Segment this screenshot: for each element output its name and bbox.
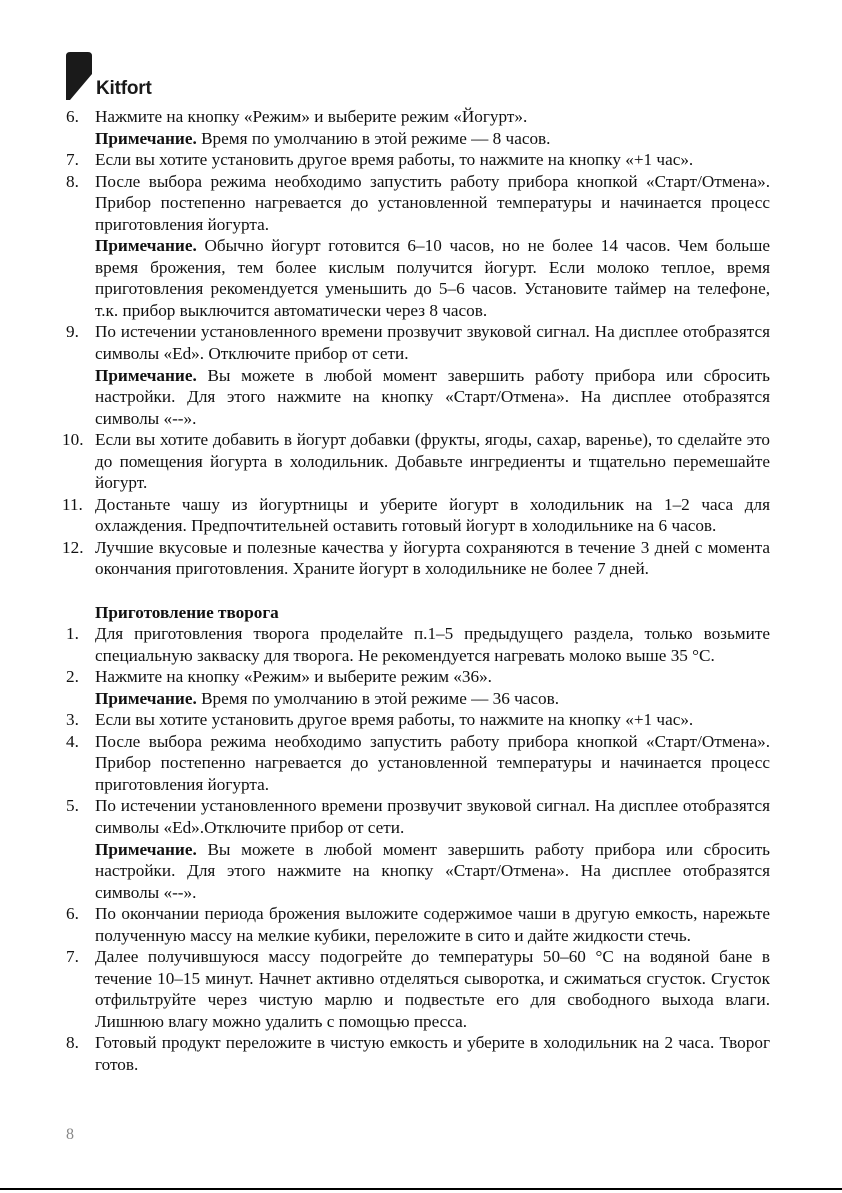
list-item (66, 946, 770, 1032)
item-note (95, 688, 770, 710)
item-body (95, 946, 770, 1032)
item-text: Для приготовления творога проделайте п.1–5 предыдущего раздела, только возьмите специальную закваску для творога. Не рекомендуется нагревать молоко выше 35 °С. (95, 624, 770, 665)
item-text: После выбора режима необходимо запустить работу прибора кнопкой «Старт/Отмена». Прибор постепенно нагревается до установленной температуры и начинается процесс приготовления йогурта. (95, 171, 770, 234)
item-number: 7. (66, 947, 79, 967)
curd-steps-list (66, 623, 770, 1075)
item-number: 4. (66, 731, 79, 751)
item-text: После выбора режима необходимо запустить работу прибора кнопкой «Старт/Отмена». Прибор постепенно нагревается до установленной температуры и начинается процесс приготовления йогурта. (95, 731, 770, 794)
item-note (95, 235, 770, 321)
item-body (95, 537, 770, 580)
item-body (95, 429, 770, 494)
item-text: Если вы хотите установить другое время работы, то нажмите на кнопку «+1 час». (95, 150, 694, 170)
item-text: По истечении установленного времени прозвучит звуковой сигнал. На дисплее отобразятся символы «Ed». Отключите прибор от сети. (95, 322, 770, 364)
list-item (66, 106, 770, 149)
item-note (95, 839, 770, 904)
list-item (66, 731, 770, 796)
list-item (66, 171, 770, 322)
list-item (66, 903, 770, 946)
item-number: 2. (66, 667, 79, 687)
list-item (62, 494, 770, 537)
item-body (95, 623, 770, 666)
note-text: Время по умолчанию в этой режиме — 36 часов. (196, 688, 560, 708)
note-text: Время по умолчанию в этой режиме — 8 часов. (196, 128, 551, 148)
list-item (66, 1032, 770, 1075)
item-body (95, 171, 770, 322)
item-number: 12. (62, 537, 84, 557)
item-text: Если вы хотите установить другое время работы, то нажмите на кнопку «+1 час». (95, 710, 694, 730)
item-text: Достаньте чашу из йогуртницы и уберите йогурт в холодильник на 1–2 часа для охлаждения. Предпочтительней оставить готовый йогурт в холодильнике на 6 часов. (95, 494, 770, 536)
item-body (95, 321, 770, 429)
item-number: 11. (62, 494, 83, 514)
list-item (62, 537, 770, 580)
curd-section-heading: Приготовление творога (95, 602, 279, 622)
item-body (95, 709, 770, 731)
item-text: Далее получившуюся массу подогрейте до температуры 50–60 °С на водяной бане в течение 10–15 минут. Начнет активно отделяться сыворотка, и сжиматься сгусток. Сгусток отфильтруйте через чистую марлю и подвестьте его для свободного выхода влаги. Лишнюю влагу можно удалить с помощью пресса. (95, 947, 770, 1031)
item-number: 10. (62, 430, 84, 450)
item-text: По окончании периода брожения выложите содержимое чаши в другую емкость, нарежьте полученную массу на мелкие кубики, переложите в сито и дайте жидкости стечь. (95, 904, 770, 945)
item-text: По истечении установленного времени прозвучит звуковой сигнал. На дисплее отобразятся символы «Ed».Отключите прибор от сети. (95, 796, 770, 837)
yogurt-steps-list (62, 106, 770, 580)
item-body (95, 903, 770, 946)
item-number: 6. (66, 904, 79, 924)
brand-name: Kitfort (96, 78, 152, 99)
item-text: Готовый продукт переложите в чистую емкость и уберите в холодильник на 2 часа. Творог готов. (95, 1033, 770, 1075)
note-label: Примечание. (95, 688, 197, 708)
item-number: 7. (66, 150, 79, 170)
item-body (95, 1032, 770, 1075)
list-item (66, 149, 770, 171)
item-text: Нажмите на кнопку «Режим» и выберите режим «Йогурт». (95, 107, 528, 126)
item-number: 9. (66, 322, 79, 342)
list-item (66, 709, 770, 731)
item-body (95, 795, 770, 903)
instructions-content (62, 106, 770, 1076)
item-number: 5. (66, 796, 79, 816)
item-number: 3. (66, 710, 79, 730)
list-item (66, 795, 770, 903)
page-bottom-border (0, 1188, 842, 1190)
item-body (95, 106, 770, 149)
note-text: Обычно йогурт готовится 6–10 часов, но не более 14 часов. Чем больше время брожения, тем более кислым получится йогурт. Если молоко теплое, время приготовления рекомендуется уменьшить до 5–6 часов. Установите таймер на телефоне, т.к. прибор выключится автоматически через 8 часов. (95, 236, 770, 320)
note-text: Вы можете в любой момент завершить работу прибора или сбросить настройки. Для этого нажмите на кнопку «Старт/Отмена». На дисплее отобразятся символы «--». (95, 365, 770, 428)
item-number: 8. (66, 171, 79, 191)
item-text: Лучшие вкусовые и полезные качества у йогурта сохраняются в течение 3 дней с момента окончания приготовления. Храните йогурт в холодильнике не более 7 дней. (95, 537, 770, 579)
item-body (95, 666, 770, 709)
item-number: 6. (66, 107, 79, 126)
page-number: 8 (66, 1126, 74, 1143)
note-label: Примечание. (95, 236, 197, 256)
list-item (66, 321, 770, 429)
item-text: Нажмите на кнопку «Режим» и выберите режим «36». (95, 667, 492, 687)
note-label: Примечание. (95, 839, 197, 859)
item-body (95, 149, 770, 171)
list-item (62, 429, 770, 494)
item-body (95, 731, 770, 796)
kitfort-logo-icon (66, 52, 96, 100)
list-item (66, 666, 770, 709)
note-label: Примечание. (95, 365, 197, 385)
note-text: Вы можете в любой момент завершить работу прибора или сбросить настройки. Для этого нажмите на кнопку «Старт/Отмена». На дисплее отобразятся символы «--». (95, 839, 770, 902)
list-item (66, 623, 770, 666)
item-note (95, 365, 770, 430)
item-note (95, 128, 770, 150)
item-body (95, 494, 770, 537)
kitfort-logo (66, 52, 206, 102)
note-label: Примечание. (95, 128, 197, 148)
item-number: 8. (66, 1033, 79, 1053)
item-number: 1. (66, 624, 79, 644)
item-text: Если вы хотите добавить в йогурт добавки (фрукты, ягоды, сахар, варенье), то сделайте это до помещения йогурта в холодильник. Добавьте ингредиенты и тщательно перемешайте йогурт. (95, 430, 770, 493)
